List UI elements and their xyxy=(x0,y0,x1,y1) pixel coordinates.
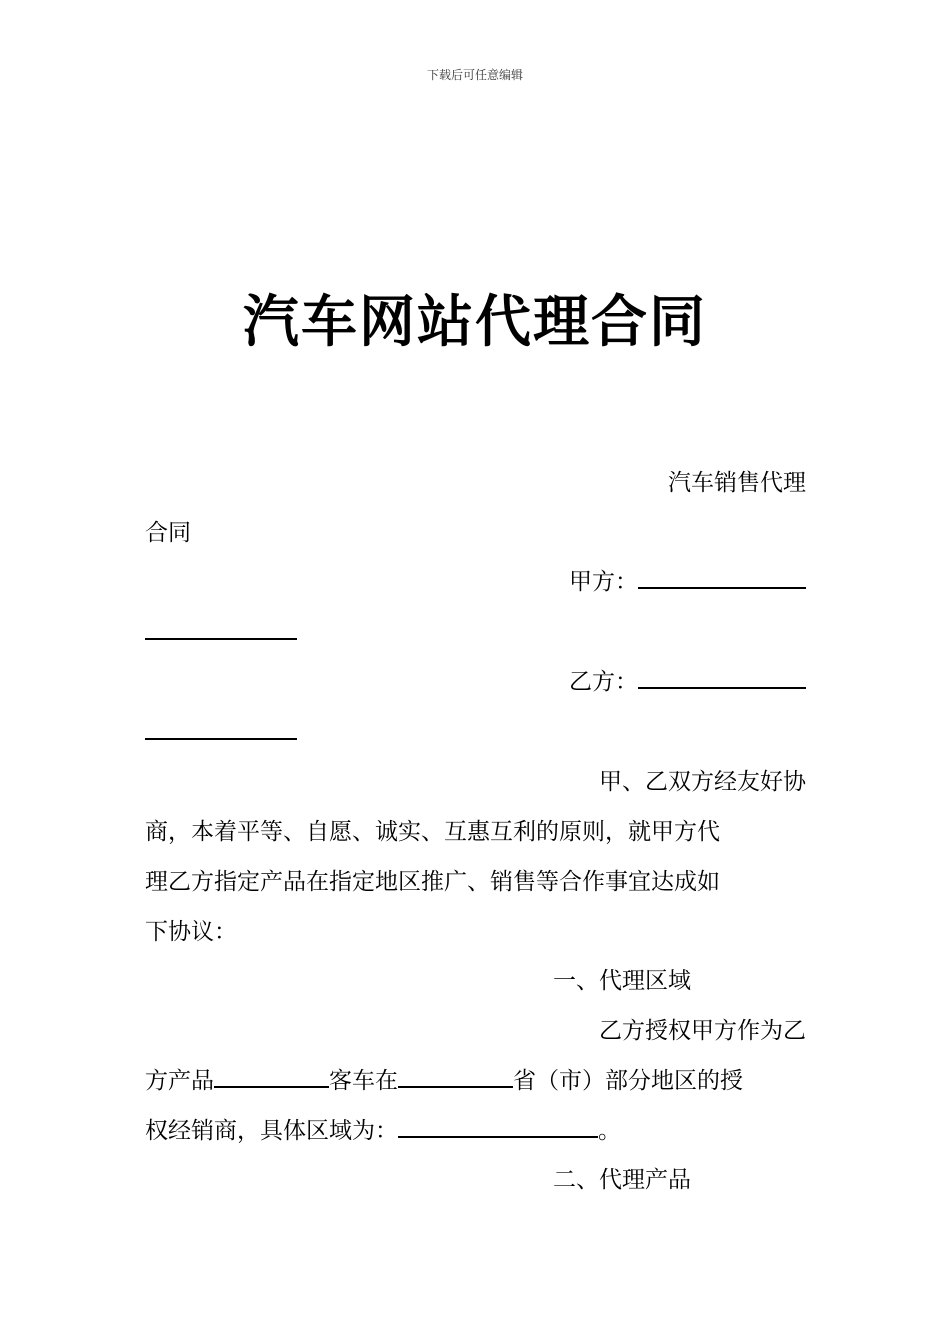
party-b-blank[interactable] xyxy=(638,667,806,689)
party-a-blank[interactable] xyxy=(638,567,806,589)
document-title: 汽车网站代理合同 xyxy=(243,289,707,355)
intro-line-2: 商，本着平等、自愿、诚实、互惠互利的原则，就甲方代 xyxy=(145,819,720,845)
download-note: 下载后可任意编辑 xyxy=(426,68,523,82)
section-2-heading: 二、代理产品 xyxy=(553,1167,691,1193)
province-blank[interactable] xyxy=(398,1066,513,1088)
product-label: 方产品 xyxy=(145,1068,214,1094)
party-a-blank-continued[interactable] xyxy=(145,638,297,640)
section-1-line-1: 乙方授权甲方作为乙 xyxy=(599,1018,806,1044)
product-blank[interactable] xyxy=(214,1066,329,1088)
section-1-line-2 xyxy=(145,1066,743,1096)
region-end: 。 xyxy=(598,1118,621,1144)
region-blank[interactable] xyxy=(398,1116,598,1138)
intro-line-3: 理乙方指定产品在指定地区推广、销售等合作事宜达成如 xyxy=(145,869,720,895)
subtitle-line-1: 汽车销售代理 xyxy=(668,470,806,496)
intro-line-4: 下协议： xyxy=(145,919,237,945)
region-label: 权经销商，具体区域为： xyxy=(145,1118,398,1144)
bus-label: 客车在 xyxy=(329,1068,398,1094)
party-a-line xyxy=(569,567,806,597)
section-1-line-3 xyxy=(145,1116,621,1146)
party-b-label: 乙方： xyxy=(569,669,638,695)
intro-line-1: 甲、乙双方经友好协 xyxy=(599,769,806,795)
party-b-blank-continued[interactable] xyxy=(145,738,297,740)
subtitle-line-2: 合同 xyxy=(145,520,191,546)
party-b-line xyxy=(569,667,806,697)
section-1-heading: 一、代理区域 xyxy=(553,968,691,994)
province-label: 省（市）部分地区的授 xyxy=(513,1068,743,1094)
party-a-label: 甲方： xyxy=(569,569,638,595)
